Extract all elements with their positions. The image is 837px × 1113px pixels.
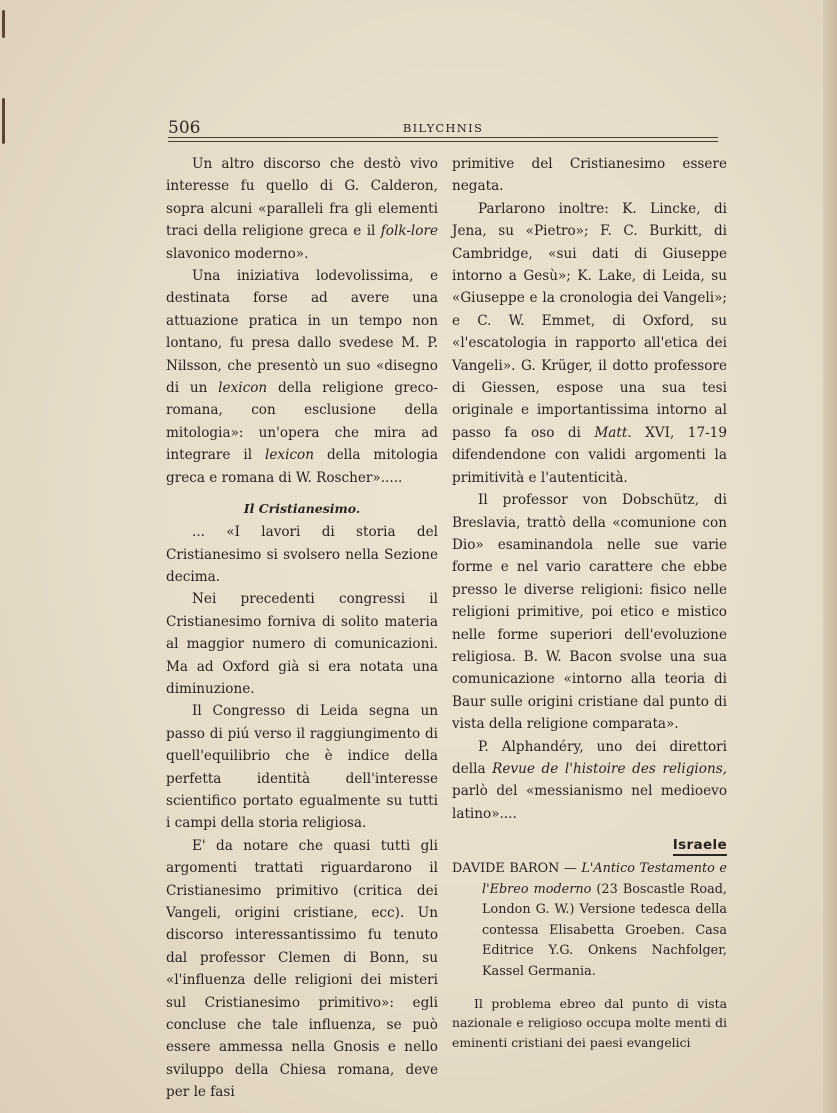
binding-mark: [2, 10, 5, 38]
header-rule: [168, 137, 718, 138]
header-rule: [168, 141, 718, 142]
paragraph: E' da notare che quasi tutti gli argomenti trattati riguardarono il Cristianesimo primitivo (critica dei Vangeli, origini cristiane, ecc). Un discorso interessantissimo fu tenuto dal professor Clemen di Bonn, su «l'influenza delle religioni dei misteri sul Cristianesimo primitivo»: egli concluse che tale influenza, se può essere ammessa nella Gnosis e nello sviluppo della Chiesa romana, deve per le fasi: [166, 837, 438, 1101]
paragraph: Un altro discorso che destò vivo interesse fu quello di G. Calderon, sopra alcuni «paralleli fra gli elementi traci della religione greca e il folk-lore slavonico moderno».: [166, 156, 438, 262]
binding-mark: [2, 98, 5, 144]
subheading-cristianesimo: Il Cristianesimo.: [243, 501, 361, 517]
paragraph: Parlarono inoltre: K. Lincke, di Jena, su «Pietro»; F. C. Burkitt, di Cambridge, «sui dati di Giuseppe intorno a Gesù»; K. Lake, di Leida, su «Giuseppe e la cronologia dei Vangeli»; e C. W. Emmet, di Oxford, su «l'escatologia in rapporto all'etica dei Vangeli». G. Krüger, il dotto professore di Giessen, espose una sua tesi originale e importantissima intorno al passo fa oso di Matt. XVI, 17-19 difendendone con validi argomenti la primitività e l'autenticità.: [452, 200, 727, 486]
paragraph: primitive del Cristianesimo essere negata.: [452, 156, 727, 195]
paragraph: Il Congresso di Leida segna un passo di piú verso il raggiungimento di quell'equilibrio che è indice della perfetta identità dell'interesse scientifico portato egualmente su tutti i campi della storia religiosa.: [166, 703, 438, 832]
section-heading-israele: Israele: [452, 837, 727, 853]
review-paragraph: Il problema ebreo dal punto di vista nazionale e religioso occupa molte menti di eminenti cristiani dei paesi evangelici: [452, 996, 727, 1050]
paragraph: ... «I lavori di storia del Cristianesimo si svolsero nella Sezione decima.: [166, 524, 438, 585]
paragraph: Nei precedenti congressi il Cristianesimo forniva di solito materia al maggior numero di comunicazioni. Ma ad Oxford già si era notata una diminuzione.: [166, 591, 438, 697]
right-column: [452, 153, 727, 1052]
paragraph: Il professor von Dobschütz, di Breslavia, trattò della «comunione con Dio» esaminandola nelle sue varie forme e nel vario carattere che ebbe presso le diverse religioni: fisico nelle religioni primitive, poi etico e mistico nelle forme superiori dell'evoluzione religiosa. B. W. Bacon svolse una sua comunicazione «intorno alla teoria di Baur sulle origini cristiane dal punto di vista della religione comparata».: [452, 492, 727, 733]
paragraph: Una iniziativa lodevolissima, e destinata forse ad avere una attuazione pratica in un tempo non lontano, fu presa dallo svedese M. P. Nilsson, che presentò un suo «disegno di un lexicon della religione greco-romana, con esclusione della mitologia»: un'opera che mira ad integrare il lexicon della mitologia greca e romana di W. Roscher».....: [166, 268, 439, 486]
paragraph: P. Alphandéry, uno dei direttori della Revue de l'histoire des religions, parlò del «messianismo nel medioevo latino»....: [452, 738, 727, 822]
running-title: BILYCHNIS: [402, 121, 484, 135]
left-column: [166, 153, 438, 1104]
bibliography-entry: DAVIDE BARON — L'Antico Testamento e l'Ebreo moderno (23 Boscastle Road, London G. W.) Versione tedesca della contessa Elisabetta Groeben. Casa Editrice Y.G. Onkens Nachfolger, Kassel Germania.: [452, 861, 728, 979]
page-number: 506: [168, 118, 201, 138]
page-edge-shadow: [823, 0, 837, 1113]
